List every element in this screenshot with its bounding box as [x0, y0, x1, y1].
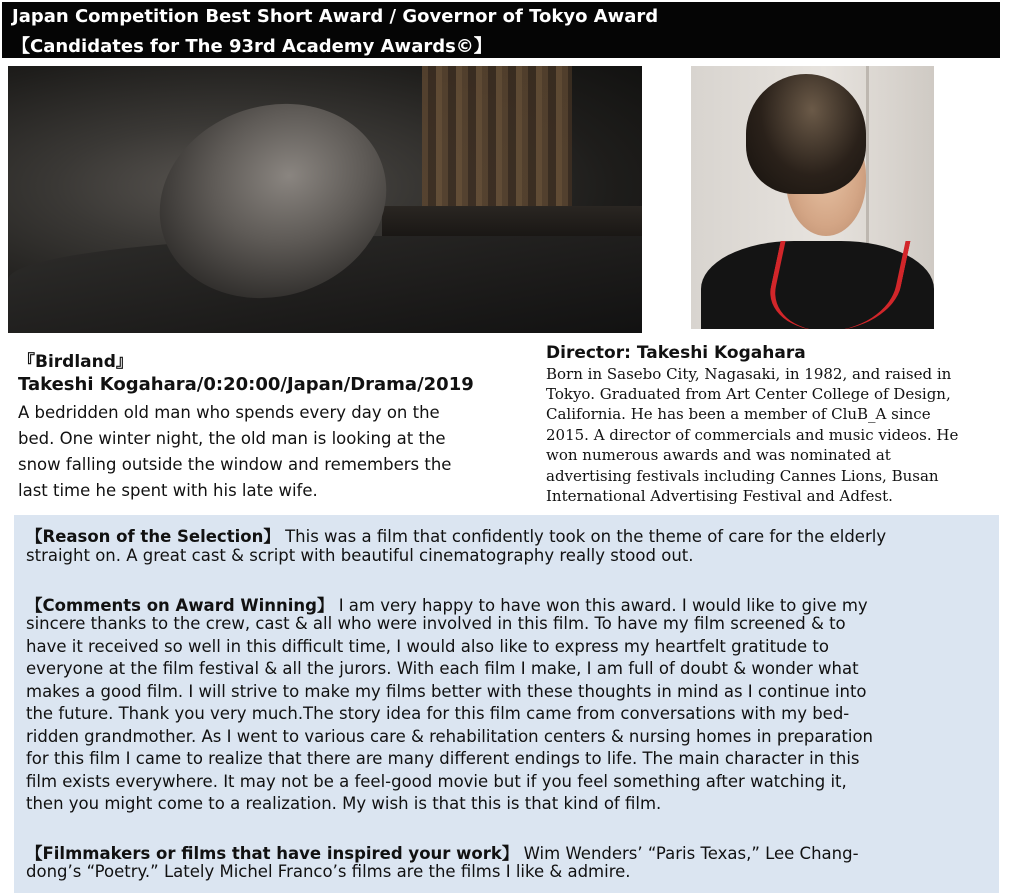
comments-line: have it received so well in this difficult time, I would also like to express my heartfelt gratitude to — [26, 637, 829, 656]
comments-line: then you might come to a realization. My wish is that this is that kind of film. — [26, 794, 662, 813]
curtain-shape — [422, 66, 572, 216]
award-header — [2, 2, 1000, 58]
synopsis-line: last time he spent with his late wife. — [18, 481, 318, 500]
director-name: Director: Takeshi Kogahara — [546, 343, 806, 363]
bio-line: Born in Sasebo City, Nagasaki, in 1982, and raised in — [546, 365, 952, 383]
reason-line — [26, 523, 886, 547]
bio-line: 2015. A director of commercials and music videos. He — [546, 426, 959, 444]
comments-line — [26, 592, 868, 616]
bio-line: advertising festivals including Cannes Lions, Busan — [546, 467, 939, 485]
bio-line: California. He has been a member of CluB_A since — [546, 405, 931, 423]
film-title: 『Birdland』 — [18, 352, 133, 372]
inspired-text: Wim Wenders’ “Paris Texas,” Lee Chang- — [518, 844, 859, 863]
reason-heading: 【Reason of the Selection】 — [26, 527, 280, 546]
film-meta: Takeshi Kogahara/0:20:00/Japan/Drama/2019 — [18, 374, 474, 395]
comments-text: I am very happy to have won this award. I would like to give my — [333, 596, 868, 615]
film-still-image — [8, 66, 642, 333]
reason-line: straight on. A great cast & script with beautiful cinematography really stood out. — [26, 546, 694, 565]
comments-heading: 【Comments on Award Winning】 — [26, 596, 334, 615]
comments-line: everyone at the film festival & all the jurors. With each film I make, I am full of doubt & wonder what — [26, 659, 859, 678]
comments-line: sincere thanks to the crew, cast & all who were involved in this film. To have my film screened & to — [26, 614, 846, 633]
synopsis-line: snow falling outside the window and remembers the — [18, 455, 452, 474]
award-title: Japan Competition Best Short Award / Governor of Tokyo Award — [12, 6, 659, 27]
inspired-line — [26, 840, 859, 864]
reason-text: This was a film that confidently took on the theme of care for the elderly — [279, 527, 887, 546]
award-subtitle: 【Candidates for The 93rd Academy Awards©】 — [12, 36, 492, 57]
synopsis-line: bed. One winter night, the old man is looking at the — [18, 429, 446, 448]
comments-line: for this film I came to realize that there are many different endings to life. The main character in this — [26, 749, 860, 768]
comments-line: ridden grandmother. As I went to various care & rehabilitation centers & nursing homes in preparation — [26, 727, 874, 746]
comments-line: makes a good film. I will strive to make my films better with these thoughts in mind as I continue into — [26, 682, 867, 701]
comments-line: film exists everywhere. It may not be a feel-good movie but if you feel something after watching it, — [26, 772, 847, 791]
bio-line: won numerous awards and was nominated at — [546, 446, 891, 464]
synopsis-line: A bedridden old man who spends every day on the — [18, 403, 440, 422]
inspired-heading: 【Filmmakers or films that have inspired your work】 — [26, 844, 519, 863]
bio-line: Tokyo. Graduated from Art Center College of Design, — [546, 385, 951, 403]
inspired-line: dong’s “Poetry.” Lately Michel Franco’s films are the films I like & admire. — [26, 862, 631, 881]
director-portrait-image — [691, 66, 934, 329]
hair-shape — [746, 74, 866, 194]
bio-line: International Advertising Festival and Adfest. — [546, 487, 893, 505]
comments-line: the future. Thank you very much.The story idea for this film came from conversations with my bed- — [26, 704, 850, 723]
